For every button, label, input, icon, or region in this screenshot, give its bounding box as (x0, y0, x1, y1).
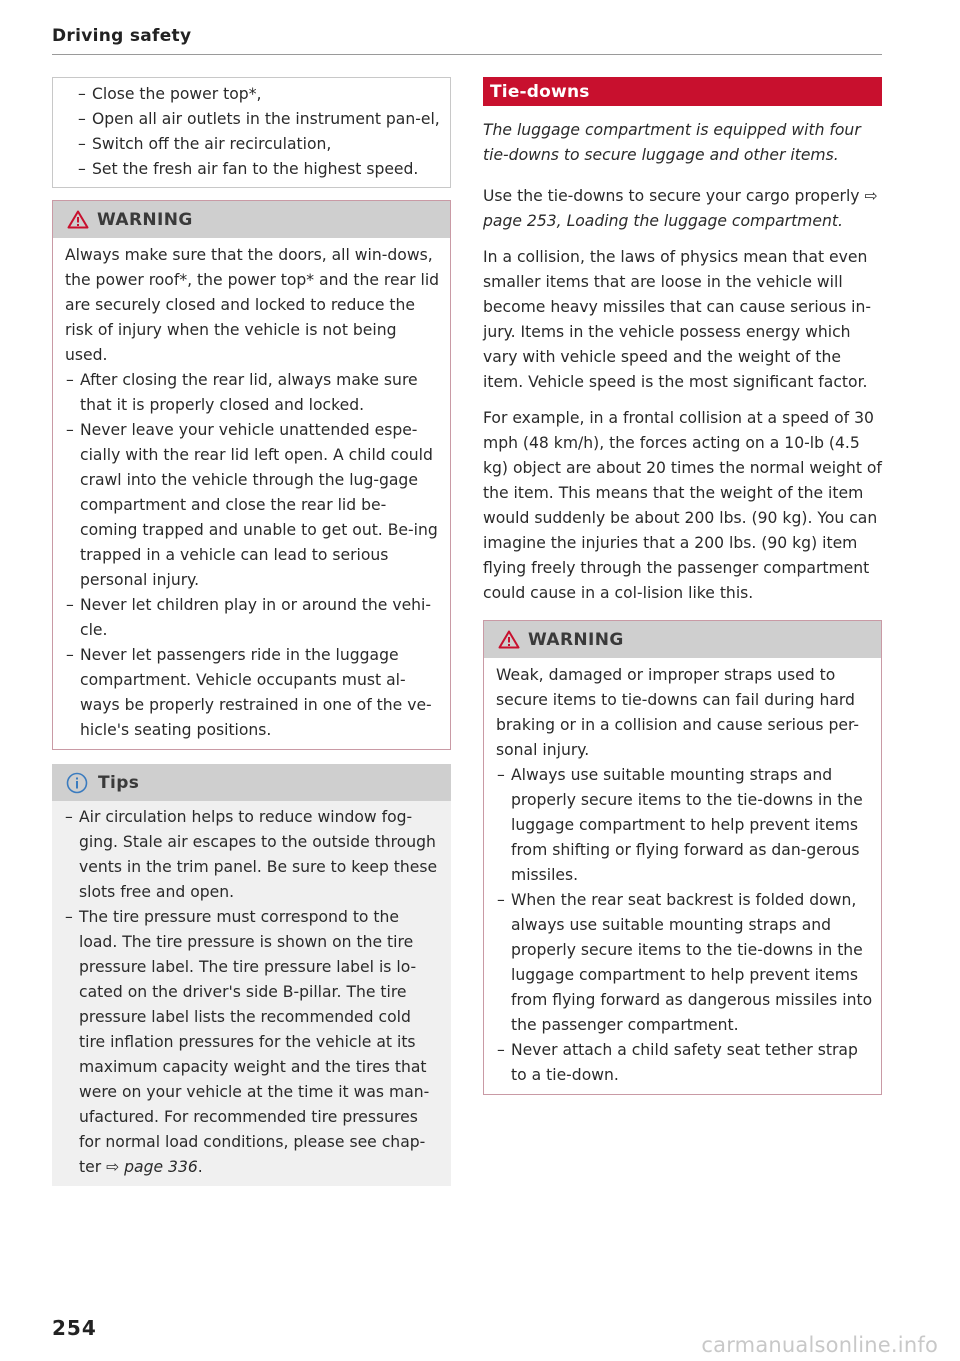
tips-header (52, 764, 451, 801)
step-item: – Close the power top*, (65, 82, 440, 107)
warning-item: – After closing the rear lid, always make sure that it is properly closed and locked. (65, 368, 442, 418)
tips-body (52, 801, 451, 1186)
page-reference-link[interactable]: ⇨ page 253, Loading the luggage compartment. (483, 187, 878, 230)
header-rule (52, 54, 882, 55)
warning-intro: Weak, damaged or improper straps used to secure items to tie-downs can fail during hard braking or in a collision and cause serious per-sonal injury. (496, 666, 859, 759)
step-item: – Open all air outlets in the instrument pan-el, (65, 107, 440, 132)
warning-item: – Always use suitable mounting straps and properly secure items to the tie-downs in the luggage compartment to help prevent items from shifting or flying forward as dan-gerous missiles. (496, 763, 873, 888)
right-column (483, 77, 882, 1095)
warning-triangle-icon (498, 630, 520, 649)
steps-list (65, 82, 440, 182)
tips-item (64, 905, 441, 1180)
warning-header (484, 621, 881, 658)
page-header (52, 26, 882, 55)
section-title-bar (483, 77, 882, 106)
paragraph (483, 184, 882, 234)
warning-box (483, 620, 882, 1095)
warning-title: WARNING (528, 629, 624, 650)
paragraph: For example, in a frontal collision at a speed of 30 mph (48 km/h), the forces acting on a 10-lb (4.5 kg) object are about 20 times the normal weight of the item. This means that the weight of the item would suddenly be about 200 lbs. (90 kg). You can imagine the injuries that a 200 lbs. (90 kg) item flying freely through the passenger compartment could cause in a col-lision like this. (483, 409, 882, 602)
warning-item: – Never attach a child safety seat tether strap to a tie-down. (496, 1038, 873, 1088)
page-number: 254 (52, 1316, 97, 1340)
left-column (52, 77, 451, 1186)
section-title: Tie-downs (490, 81, 590, 102)
tips-item-end: . (197, 1158, 203, 1176)
warning-triangle-icon (67, 210, 89, 229)
warning-list (496, 763, 873, 1088)
warning-body (484, 658, 881, 1094)
warning-item: – Never let passengers ride in the luggage compartment. Vehicle occupants must al-ways be properly restrained in one of the ve-hicle's seating positions. (65, 643, 442, 743)
section-intro: The luggage compartment is equipped with four tie-downs to secure luggage and other items. (483, 121, 861, 164)
warning-item: – Never let children play in or around the vehi-cle. (65, 593, 442, 643)
warning-header (53, 201, 450, 238)
warning-body (53, 238, 450, 749)
warning-list (65, 368, 442, 743)
steps-box (52, 77, 451, 188)
info-icon (66, 772, 88, 794)
watermark-text: carmanualsonline.info (701, 1333, 938, 1357)
step-item: – Switch off the air recirculation, (65, 132, 440, 157)
paragraph-text: Use the tie-downs to secure your cargo properly (483, 187, 860, 205)
warning-intro: Always make sure that the doors, all win-dows, the power roof*, the power top* and the rear lid are securely closed and locked to reduce the risk of injury when the vehicle is not being used. (65, 246, 440, 364)
page-header-title: Driving safety (52, 26, 192, 46)
tips-title: Tips (98, 772, 140, 793)
warning-item: – When the rear seat backrest is folded down, always use suitable mounting straps and properly secure items to the tie-downs in the luggage compartment to help prevent items from flying forward as dangerous missiles into the passenger compartment. (496, 888, 873, 1038)
tips-box (52, 764, 451, 1186)
paragraph: In a collision, the laws of physics mean that even smaller items that are loose in the vehicle will become heavy missiles that can cause serious in-jury. Items in the vehicle possess energy which vary with vehicle speed and the weight of the item. Vehicle speed is the most significant factor. (483, 248, 871, 391)
step-item: – Set the fresh air fan to the highest speed. (65, 157, 440, 182)
warning-box (52, 200, 451, 750)
warning-item: – Never leave your vehicle unattended espe-cially with the rear lid left open. A child could crawl into the vehicle through the lug-gage compartment and close the rear lid be-coming trapped and unable to get out. Be-ing trapped in a vehicle can lead to serious personal injury. (65, 418, 442, 593)
warning-title: WARNING (97, 209, 193, 230)
page-reference-link[interactable]: ⇨ page 336 (106, 1158, 198, 1176)
tips-item-text: The tire pressure must correspond to the load. The tire pressure is shown on the tire pressure label. The tire pressure label is lo-cated on the driver's side B-pillar. The tire pressure label lists the recommended cold tire inflation pressures for the vehicle at its maximum capacity weight and the tires that were on your vehicle at the time it was man-ufactured. For recommended tire pressures for normal load conditions, please see chap-ter (79, 908, 430, 1176)
tips-list (64, 805, 441, 1180)
tips-item: – Air circulation helps to reduce window fog-ging. Stale air escapes to the outside through vents in the trim panel. Be sure to keep these slots free and open. (64, 805, 441, 905)
